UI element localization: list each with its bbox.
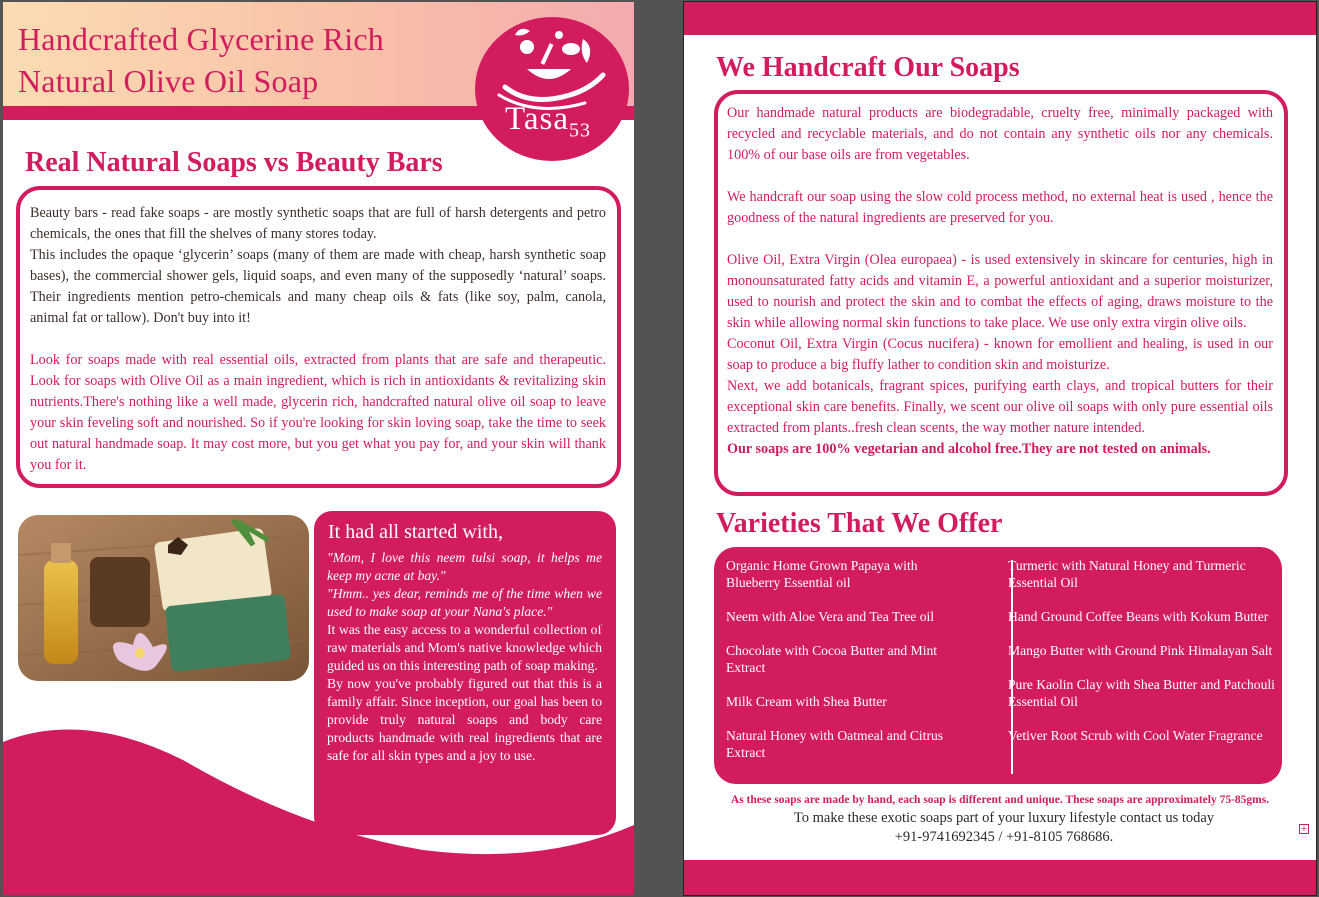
story-para-1: It was the easy access to a wonderful collection of raw materials and Mom's native knowledge which guided us on this interesting path of soap making. [327, 622, 602, 673]
contact-info [684, 809, 1316, 847]
quote-son: "Mom, I love this neem tulsi soap, it helps me keep my acne at bay." [327, 550, 602, 583]
top-bar [684, 2, 1316, 35]
section-title-natural-vs-beauty: Real Natural Soaps vs Beauty Bars [25, 147, 443, 178]
variety-item: Pure Kaolin Clay with Shea Butter and Patchouli Essential Oil [1008, 677, 1275, 709]
right-page [684, 2, 1316, 895]
variety-item: Mango Butter with Ground Pink Himalayan Salt [1008, 643, 1273, 658]
handmade-note: As these soaps are made by hand, each soap is different and unique. These soaps are approximately 75-85gms. [730, 794, 1270, 806]
varieties-box [714, 547, 1282, 784]
variety-item: Chocolate with Cocoa Butter and Mint Extract [726, 643, 938, 675]
left-page [3, 2, 634, 895]
section-title-handcraft: We Handcraft Our Soaps [716, 52, 1020, 83]
para-beauty-bars: Beauty bars - read fake soaps - are mostly synthetic soaps that are full of harsh detergents and petro chemicals, the ones that fill the shelves of many stores today. [30, 205, 606, 242]
para-botanicals: Next, we add botanicals, fragrant spices, purifying earth clays, and tropical butters for their exceptional skin care benefits. Finally, we scent our olive oil soaps with only pure essential oils extracted from plants..fresh clean scents, the way mother nature intended. [727, 378, 1273, 436]
para-coconut-oil: Coconut Oil, Extra Virgin (Cocus nucifera) - known for emollient and healing, is used in our soap to produce a big fluffy lather to condition skin and moisturize. [727, 336, 1273, 373]
variety-item: Natural Honey with Oatmeal and Citrus Extract [726, 728, 944, 760]
header-title: Handcrafted Glycerine Rich Natural Olive Oil Soap [18, 21, 384, 99]
story-para-2: By now you've probably figured out that this is a family affair. Since inception, our goal has been to provide truly natural soaps and body care products handmade with real ingredients that are safe for all skin types and a joy to use. [327, 676, 602, 763]
overflow-plus-icon[interactable]: + [601, 618, 609, 627]
variety-item: Vetiver Root Scrub with Cool Water Fragrance [1008, 728, 1263, 743]
section-title-varieties: Varieties That We Offer [716, 508, 1003, 539]
varieties-right-column [1008, 557, 1283, 761]
overflow-plus-icon[interactable]: + [1300, 824, 1308, 833]
bottom-bar [684, 860, 1316, 895]
variety-item: Organic Home Grown Papaya with Blueberry Essential oil [726, 558, 918, 590]
varieties-left-column [726, 557, 964, 778]
quote-mom: "Hmm.. yes dear, reminds me of the time when we used to make soap at your Nana's place." [327, 586, 602, 619]
intro-text [30, 203, 606, 476]
handcraft-text [727, 103, 1273, 460]
soap-photo [18, 515, 309, 681]
variety-item: Milk Cream with Shea Butter [726, 694, 887, 709]
para-olive-oil: Olive Oil, Extra Virgin (Olea europaea) - is used extensively in skincare for centuries, high in monounsaturated fatty acids and vitamin E, a powerful antioxidant and a superior moisturizer, used to nourish and protect the skin and to combat the effects of aging, draws moisture to the skin while allowing normal skin functions to take place. We use only extra virgin olive oils. [727, 252, 1273, 331]
phone-numbers: +91-9741692345 / +91-8105 768686. [894, 829, 1114, 845]
logo-text: Tasa$_{53}$ [505, 101, 591, 142]
para-biodegradable: Our handmade natural products are biodegradable, cruelty free, minimally packaged with recycled and recyclable materials, and do not contain any synthetic oils nor any chemicals. 100% of our base oils are from vegetables. [727, 105, 1273, 163]
brand-logo [475, 17, 629, 161]
variety-item: Hand Ground Coffee Beans with Kokum Butter [1008, 609, 1269, 624]
para-cold-process: We handcraft our soap using the slow cold process method, no external heat is used , hence the goodness of the natural ingredients are preserved for you. [727, 189, 1273, 226]
para-look-for: Look for soaps made with real essential oils, extracted from plants that are safe and therapeutic. Look for soaps with Olive Oil as a main ingredient, which is rich in antioxidants & revitalizing skin nutrients.There's nothing like a well made, glycerin rich, handcrafted natural olive oil soap to leave your skin feveling soft and nourished. So if you're looking for skin loving soap, take the time to seek out natural handmade soap. It may cost more, but you get what you pay for, and your skin will thank you for it. [30, 352, 606, 473]
story-text [327, 549, 602, 765]
variety-item: Turmeric with Natural Honey and Turmeric Essential Oil [1008, 558, 1246, 590]
contact-line: To make these exotic soaps part of your luxury lifestyle contact us today [793, 810, 1215, 826]
para-vegetarian: Our soaps are 100% vegetarian and alcohol free.They are not tested on animals. [727, 441, 1211, 457]
variety-item: Neem with Aloe Vera and Tea Tree oil [726, 609, 935, 624]
story-heading: It had all started with, [328, 521, 503, 543]
story-box [314, 511, 616, 835]
para-glycerin: This includes the opaque ‘glycerin’ soaps (many of them are made with cheap, harsh synthetic soap bases), the commercial shower gels, liquid soaps, and even many of the supposedly ‘natural’ soaps. Their ingredients mention petro-chemicals and many cheap oils & fats (like soy, palm, canola, animal fat or tallow). Don't buy into it! [30, 247, 606, 326]
